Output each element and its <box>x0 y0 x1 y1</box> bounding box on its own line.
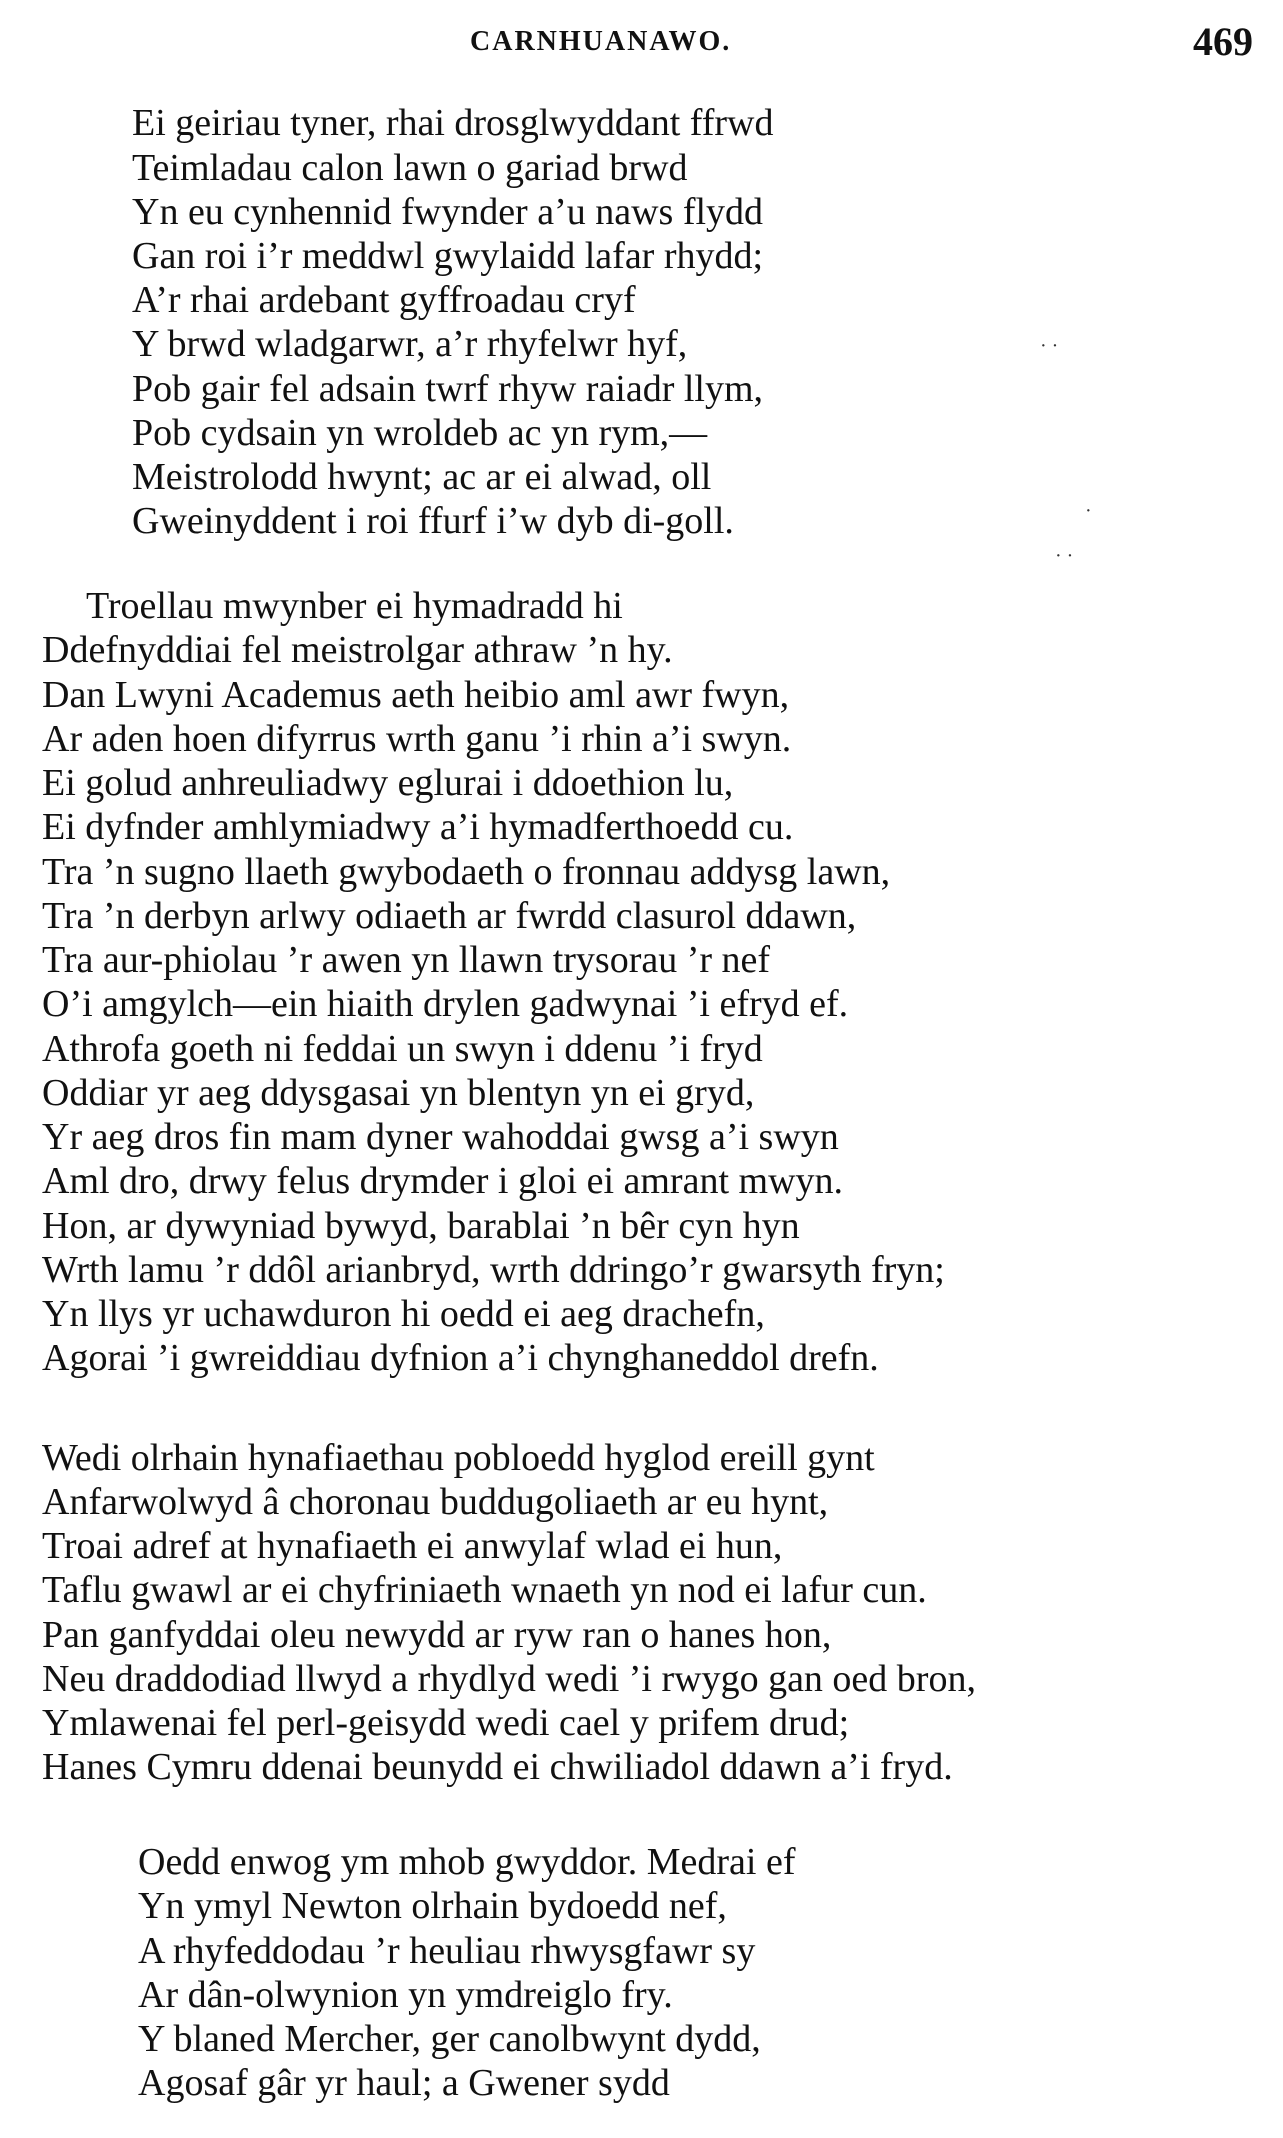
scan-speck: · · <box>1055 545 1074 567</box>
verse-line: Y blaned Mercher, ger canolbwynt dydd, <box>138 2018 761 2060</box>
verse-line: Dan Lwyni Academus aeth heibio aml awr fwyn, <box>42 674 790 716</box>
verse-line: Anfarwolwyd â choronau buddugoliaeth ar eu hynt, <box>42 1481 829 1523</box>
page-number: 469 <box>1193 19 1253 64</box>
verse-line: Agorai ’i gwreiddiau dyfnion a’i chynghaneddol drefn. <box>42 1337 879 1379</box>
verse-line: Wrth lamu ’r ddôl arianbryd, wrth ddringo’r gwarsyth fryn; <box>42 1249 945 1291</box>
verse-line: Ei dyfnder amhlymiadwy a’i hymadferthoedd cu. <box>42 806 794 848</box>
verse-line: Yr aeg dros fin mam dyner wahoddai gwsg a’i swyn <box>42 1116 839 1158</box>
running-title: CARNHUANAWO. <box>470 26 732 57</box>
verse-line: Taflu gwawl ar ei chyfriniaeth wnaeth yn nod ei lafur cun. <box>42 1569 927 1611</box>
verse-line: Ymlawenai fel perl-geisydd wedi cael y prifem drud; <box>42 1702 850 1744</box>
verse-line: Aml dro, drwy felus drymder i gloi ei amrant mwyn. <box>42 1160 844 1202</box>
verse-line: Ar aden hoen difyrrus wrth ganu ’i rhin a’i swyn. <box>42 718 792 760</box>
verse-line: Yn llys yr uchawduron hi oedd ei aeg drachefn, <box>42 1293 765 1335</box>
verse-line: Teimladau calon lawn o gariad brwd <box>132 147 688 189</box>
verse-line: Yn ymyl Newton olrhain bydoedd nef, <box>138 1885 727 1927</box>
verse-line: O’i amgylch—ein hiaith drylen gadwynai ’i efryd ef. <box>42 983 849 1025</box>
verse-line: Troai adref at hynafiaeth ei anwylaf wlad ei hun, <box>42 1525 783 1567</box>
verse-line: Wedi olrhain hynafiaethau pobloedd hyglod ereill gynt <box>42 1437 875 1479</box>
verse-line: A rhyfeddodau ’r heuliau rhwysgfawr sy <box>138 1930 756 1972</box>
running-head <box>0 18 1283 78</box>
verse-line: Gan roi i’r meddwl gwylaidd lafar rhydd; <box>132 235 764 277</box>
verse-line: A’r rhai ardebant gyffroadau cryf <box>132 279 636 321</box>
verse-line: Hanes Cymru ddenai beunydd ei chwiliadol ddawn a’i fryd. <box>42 1746 953 1788</box>
verse-line: Gweinyddent i roi ffurf i’w dyb di-goll. <box>132 500 734 542</box>
verse-line: Athrofa goeth ni feddai un swyn i ddenu ’i fryd <box>42 1028 763 1070</box>
verse-line: Tra ’n derbyn arlwy odiaeth ar fwrdd clasurol ddawn, <box>42 895 857 937</box>
scan-speck: · · <box>1040 335 1059 357</box>
verse-line: Ei golud anhreuliadwy eglurai i ddoethion lu, <box>42 762 734 804</box>
verse-line: Pob gair fel adsain twrf rhyw raiadr llym, <box>132 368 764 410</box>
verse-line: Hon, ar dywyniad bywyd, barablai ’n bêr cyn hyn <box>42 1205 800 1247</box>
verse-line: Oddiar yr aeg ddysgasai yn blentyn yn ei gryd, <box>42 1072 755 1114</box>
verse-line: Ddefnyddiai fel meistrolgar athraw ’n hy. <box>42 629 673 671</box>
verse-line: Ei geiriau tyner, rhai drosglwyddant ffrwd <box>132 102 774 144</box>
verse-line: Yn eu cynhennid fwynder a’u naws flydd <box>132 191 764 233</box>
verse-line: Agosaf gâr yr haul; a Gwener sydd <box>138 2062 670 2104</box>
verse-line: Neu draddodiad llwyd a rhydlyd wedi ’i rwygo gan oed bron, <box>42 1658 976 1700</box>
verse-line: Tra aur-phiolau ’r awen yn llawn trysorau ’r nef <box>42 939 771 981</box>
verse-line: Pob cydsain yn wroldeb ac yn rym,— <box>132 412 708 454</box>
verse-line: Tra ’n sugno llaeth gwybodaeth o fronnau addysg lawn, <box>42 851 891 893</box>
verse-line: Troellau mwynber ei hymadradd hi <box>86 585 623 627</box>
verse-line: Y brwd wladgarwr, a’r rhyfelwr hyf, <box>132 323 688 365</box>
scan-speck: · <box>1085 500 1092 522</box>
verse-line: Oedd enwog ym mhob gwyddor. Medrai ef <box>138 1841 796 1883</box>
verse-line: Ar dân-olwynion yn ymdreiglo fry. <box>138 1974 673 2016</box>
verse-line: Pan ganfyddai oleu newydd ar ryw ran o hanes hon, <box>42 1614 832 1656</box>
verse-line: Meistrolodd hwynt; ac ar ei alwad, oll <box>132 456 712 498</box>
